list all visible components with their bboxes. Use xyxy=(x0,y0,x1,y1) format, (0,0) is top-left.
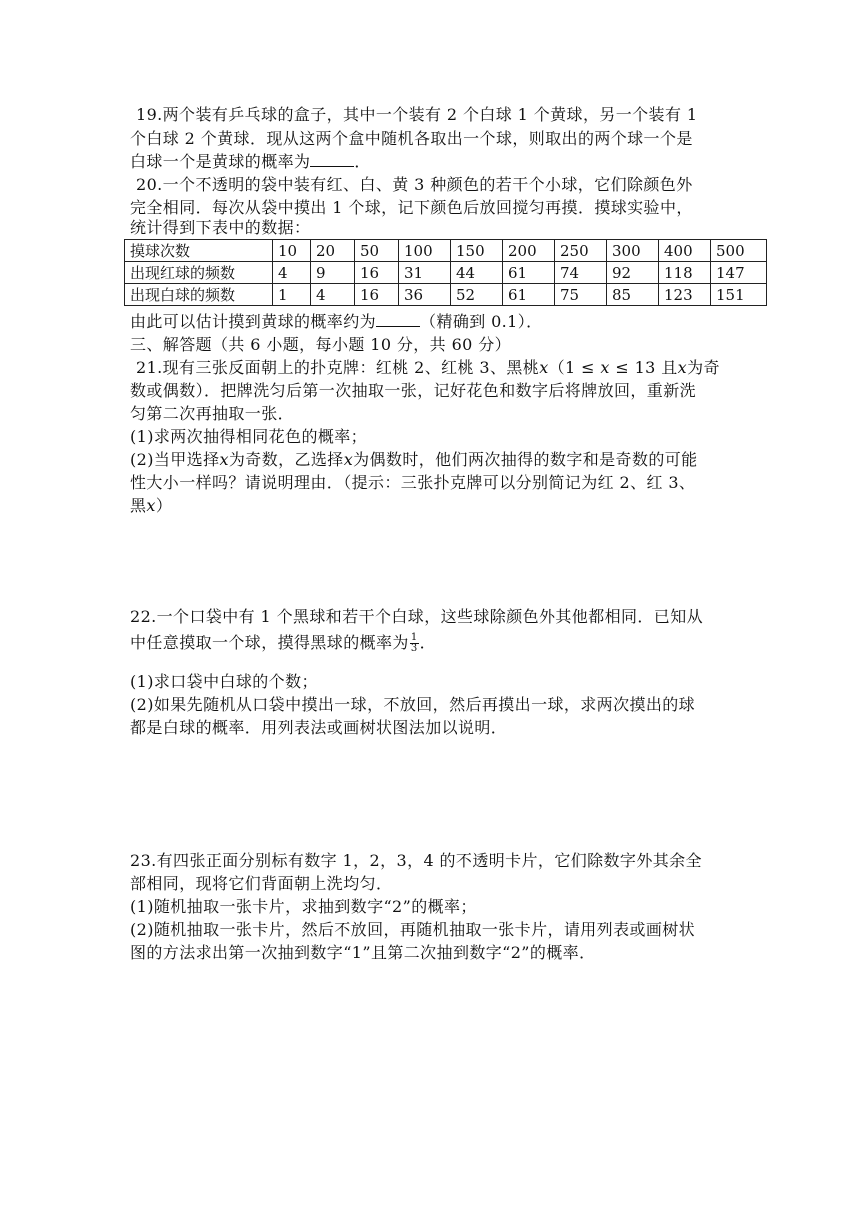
q22-part-2-line-2: 都是白球的概率．用列表法或画树状图法加以说明． xyxy=(130,718,508,737)
table-cell: 147 xyxy=(711,262,767,284)
q23-part-2-line-1: (2)随机抽取一张卡片，然后不放回，再随机抽取一张卡片，请用列表或画树状 xyxy=(130,920,696,939)
q21-text-b: （1 ≤ xyxy=(548,358,601,377)
q20-conclusion xyxy=(130,311,543,333)
q20-line-2: 完全相同．每次从袋中摸出 1 个球，记下颜色后放回搅匀再摸．摸球实验中， xyxy=(130,198,693,217)
table-cell: 36 xyxy=(399,284,451,306)
table-cell: 151 xyxy=(711,284,767,306)
table-cell: 123 xyxy=(659,284,711,306)
table-cell: 150 xyxy=(451,240,503,262)
q21-p2-text-e: ） xyxy=(155,496,173,515)
table-cell: 16 xyxy=(355,284,399,306)
q21-part-2-line-3 xyxy=(130,495,172,517)
q23-line-2: 部相同，现将它们背面朝上洗均匀． xyxy=(130,874,393,893)
q19-line-3 xyxy=(130,151,371,173)
q22-fraction xyxy=(410,633,419,654)
q21-part-2-line-2: 性大小一样吗？请说明理由．（提示：三张扑克牌可以分别简记为红 2、红 3、 xyxy=(130,473,696,492)
q19-answer-blank xyxy=(310,152,354,167)
q20-precision-note: （精确到 0.1）． xyxy=(420,312,543,331)
q20-answer-blank xyxy=(376,312,420,327)
q21-var-x: x xyxy=(219,450,229,469)
q21-var-x: x xyxy=(146,496,156,515)
table-cell: 400 xyxy=(659,240,711,262)
q19-text: 白球一个是黄球的概率为 xyxy=(130,152,311,171)
q21-line-3: 匀第二次再抽取一张． xyxy=(130,404,295,423)
q21-var-x: x xyxy=(343,450,354,469)
q19-line-2: 个白球 2 个黄球．现从这两个盒中随机各取出一个球，则取出的两个球一个是 xyxy=(130,129,693,148)
q21-text-a: 21.现有三张反面朝上的扑克牌：红桃 2、红桃 3、黑桃 xyxy=(136,358,540,377)
q23-part-2-line-2: 图的方法求出第一次抽到数字“1”且第二次抽到数字“2”的概率． xyxy=(130,943,596,962)
table-cell: 61 xyxy=(503,284,555,306)
table-cell: 31 xyxy=(399,262,451,284)
frequency-table xyxy=(124,239,767,306)
table-cell: 85 xyxy=(607,284,659,306)
q21-p2-text-a: (2)当甲选择 xyxy=(130,450,220,469)
q22-line-2 xyxy=(130,632,436,654)
table-cell: 4 xyxy=(273,262,311,284)
table-row-header: 出现红球的频数 xyxy=(125,262,273,284)
table-cell: 118 xyxy=(659,262,711,284)
q21-part-2-line-1 xyxy=(130,449,698,471)
q22-part-1: (1)求口袋中白球的个数； xyxy=(130,672,318,691)
table-cell: 100 xyxy=(399,240,451,262)
q19-period: ． xyxy=(354,152,371,171)
q22-text: 中任意摸取一个球，摸得黑球的概率为 xyxy=(130,633,409,652)
q21-var-x: x xyxy=(677,358,688,377)
table-cell: 75 xyxy=(555,284,607,306)
table-cell: 52 xyxy=(451,284,503,306)
q21-line-1 xyxy=(136,357,720,379)
table-cell: 1 xyxy=(273,284,311,306)
q21-part-1: (1)求两次抽得相同花色的概率； xyxy=(130,427,368,446)
q21-var-x: x xyxy=(600,358,610,377)
q22-line-1: 22.一个口袋中有 1 个黑球和若干个白球，这些球除颜色外其他都相同．已知从 xyxy=(130,607,703,626)
q22-part-2-line-1: (2)如果先随机从口袋中摸出一球，不放回，然后再摸出一球，求两次摸出的球 xyxy=(130,695,696,714)
table-cell: 50 xyxy=(355,240,399,262)
table-cell: 16 xyxy=(355,262,399,284)
q20-line-3: 统计得到下表中的数据： xyxy=(130,218,311,237)
table-cell: 20 xyxy=(311,240,355,262)
fraction-denominator: 3 xyxy=(410,643,418,654)
table-row xyxy=(125,262,767,284)
q19-line-1: 19.两个装有乒乓球的盒子，其中一个装有 2 个白球 1 个黄球，另一个装有 1 xyxy=(136,105,698,124)
fraction-numerator: 1 xyxy=(410,632,418,643)
section-heading: 三、解答题（共 6 小题，每小题 10 分，共 60 分） xyxy=(130,335,512,354)
q20-conclusion-text: 由此可以估计摸到黄球的概率约为 xyxy=(130,312,377,331)
table-row-header: 摸球次数 xyxy=(125,240,273,262)
table-cell: 61 xyxy=(503,262,555,284)
q21-p2-text-b: 为奇数，乙选择 xyxy=(228,450,344,469)
q21-p2-text-d: 黑 xyxy=(130,496,147,515)
q22-period: ． xyxy=(419,633,436,652)
table-cell: 74 xyxy=(555,262,607,284)
q21-line-2: 数或偶数）．把牌洗匀后第一次抽取一张，记好花色和数字后将牌放回，重新洗 xyxy=(130,381,697,400)
table-cell: 200 xyxy=(503,240,555,262)
q20-line-1: 20.一个不透明的袋中装有红、白、黄 3 种颜色的若干个小球，它们除颜色外 xyxy=(136,175,693,194)
table-cell: 250 xyxy=(555,240,607,262)
table-cell: 9 xyxy=(311,262,355,284)
q21-text-c: ≤ 13 且 xyxy=(609,358,678,377)
q21-var-x: x xyxy=(539,358,549,377)
table-row xyxy=(125,240,767,262)
table-cell: 4 xyxy=(311,284,355,306)
table-cell: 44 xyxy=(451,262,503,284)
table-cell: 10 xyxy=(273,240,311,262)
table-row-header: 出现白球的频数 xyxy=(125,284,273,306)
q23-line-1: 23.有四张正面分别标有数字 1，2，3，4 的不透明卡片，它们除数字外其余全 xyxy=(130,851,702,870)
table-cell: 300 xyxy=(607,240,659,262)
q21-p2-text-c: 为偶数时，他们两次抽得的数字和是奇数的可能 xyxy=(353,450,698,469)
q23-part-1: (1)随机抽取一张卡片，求抽到数字“2”的概率； xyxy=(130,897,477,916)
table-cell: 92 xyxy=(607,262,659,284)
q21-text-d: 为奇 xyxy=(687,358,720,377)
table-row xyxy=(125,284,767,306)
table-cell: 500 xyxy=(711,240,767,262)
